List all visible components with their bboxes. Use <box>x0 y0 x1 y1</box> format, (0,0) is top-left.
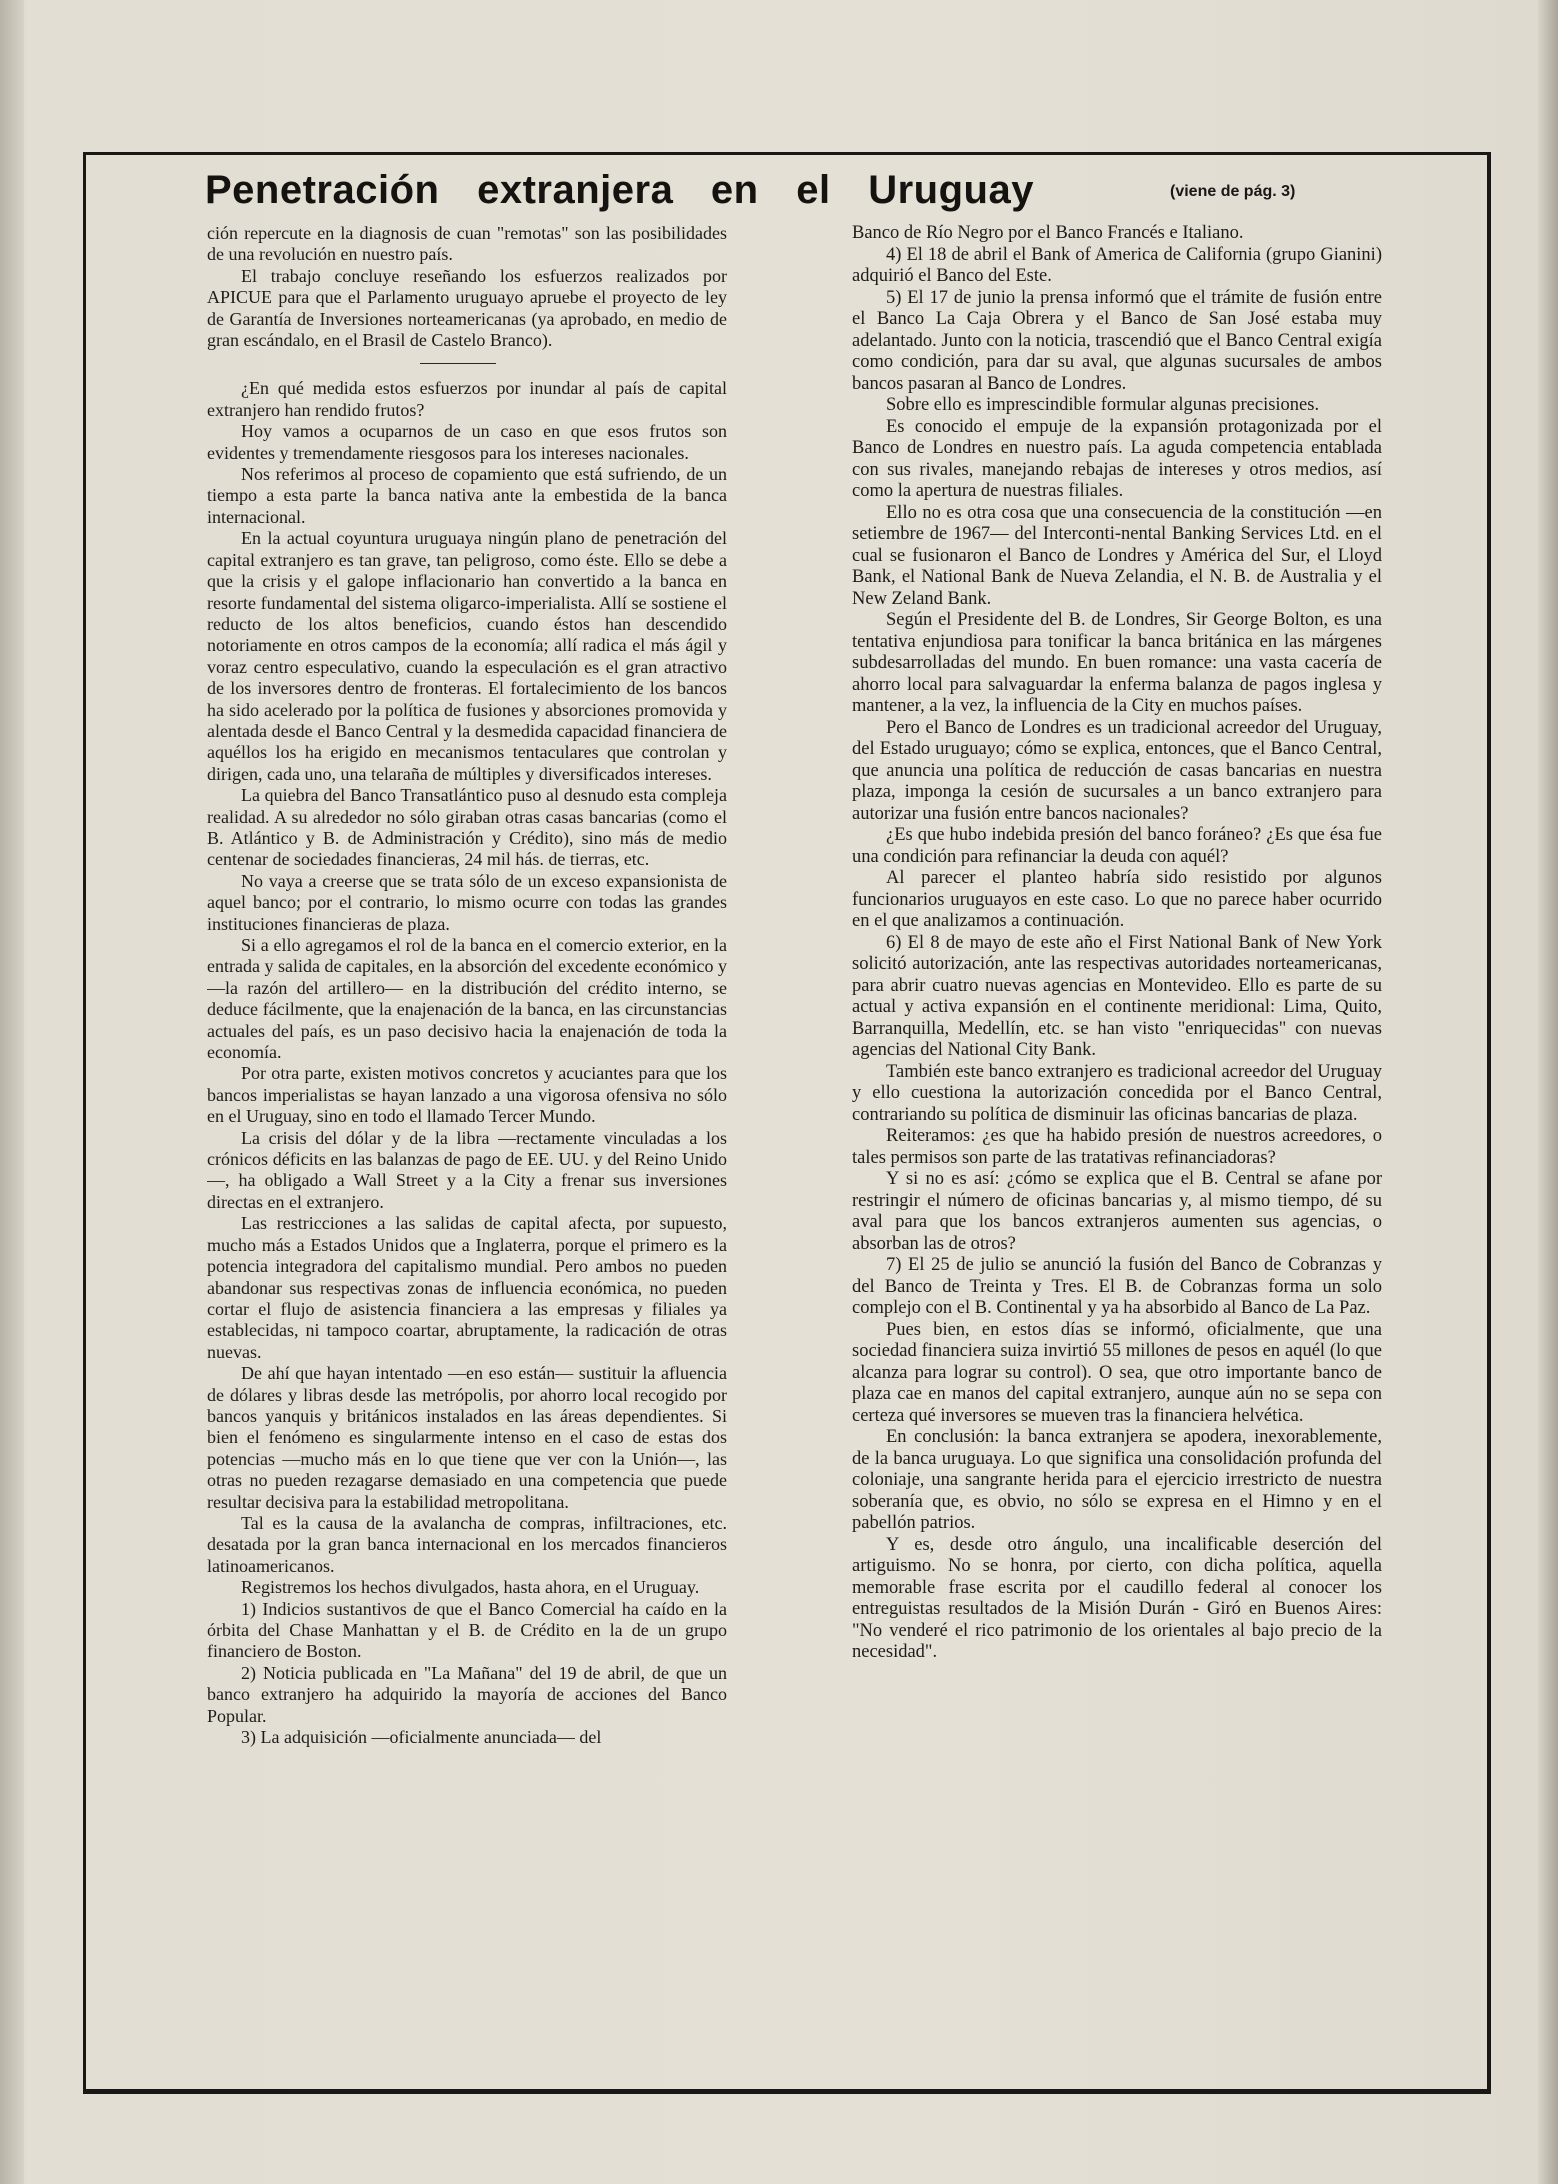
paragraph: ¿En qué medida estos esfuerzos por inundar al país de capital extranjero han rendido frutos? <box>207 378 727 420</box>
page-binding-edge <box>0 0 24 2184</box>
paragraph: Las restricciones a las salidas de capital afecta, por supuesto, mucho más a Estados Unidos que a Inglaterra, porque el primero es la potencia integradora del capitalismo mundial. Pero ambos no pueden abandonar sus respectivas zonas de influencia económica, no pueden cortar el flujo de asistencia financiera a las empresas y filiales ya establecidas, ni tampoco coartar, abruptamente, la radicación de otras nuevas. <box>207 1213 727 1362</box>
paragraph: Tal es la causa de la avalancha de compras, infiltraciones, etc. desatada por la gran banca internacional en los mercados financieros latinoamericanos. <box>207 1512 727 1576</box>
paragraph: Al parecer el planteo habría sido resistido por algunos funcionarios uruguayos en este caso. Lo que no parece haber ocurrido en el que analizamos a continuación. <box>852 868 1382 931</box>
paragraph: En la actual coyuntura uruguaya ningún plano de penetración del capital extranjero es tan grave, tan peligroso, como éste. Ello se debe a que la crisis y el galope inflacionario han convertido a la banca en resorte fundamental del sistema oligarco-imperialista. Allí se sostiene el reducto de los altos beneficios, cuando éstos han descendido notoriamente en otros campos de la economía; allí radica el más ágil y voraz centro especulativo, cuando la especulación es el gran atractivo de los inversores dentro de fronteras. El fortalecimiento de los bancos ha sido acelerado por la política de fusiones y absorciones promovida y alentada desde el Banco Central y la desmedida capacidad financiera de aquéllos los ha erigido en mecanismos tentaculares que controlan y dirigen, cada uno, una telaraña de múltiples y diversificados intereses. <box>207 528 727 784</box>
paragraph: 7) El 25 de julio se anunció la fusión del Banco de Cobranzas y del Banco de Treinta y Tres. El B. de Cobranzas forma un solo complejo con el B. Continental y ya ha absorbido al Banco de La Paz. <box>852 1255 1382 1318</box>
page-right-edge <box>1538 0 1558 2184</box>
continued-from-note: (viene de pág. 3) <box>1170 183 1296 200</box>
paragraph: El trabajo concluye reseñando los esfuerzos realizados por APICUE para que el Parlamento uruguayo apruebe el proyecto de ley de Garantía de Inversiones norteamericanas (ya aprobado, en medio de gran escándalo, en el Brasil de Castelo Branco). <box>207 265 727 351</box>
paragraph: Y es, desde otro ángulo, una incalificable deserción del artiguismo. No se honra, por cierto, con dicha política, aquella memorable frase escrita por el caudillo federal al conocer los entreguistas resultados de la Misión Durán - Giró en Buenos Aires: "No venderé el rico patrimonio de los orientales al bajo precio de la necesidad". <box>852 1534 1382 1662</box>
article-title: Penetración extranjera en el Uruguay <box>205 168 1034 212</box>
paragraph: La quiebra del Banco Transatlántico puso al desnudo esta compleja realidad. A su alrededor no sólo giraban otras casas bancarias (como el B. Atlántico y B. de Administración y Crédito), sino más de medio centenar de sociedades financieras, 24 mil hás. de tierras, etc. <box>207 785 727 870</box>
paragraph: No vaya a creerse que se trata sólo de un exceso expansionista de aquel banco; por el contrario, lo mismo ocurre con todas las grandes instituciones financieras de plaza. <box>207 870 727 934</box>
paragraph: Banco de Río Negro por el Banco Francés e Italiano. <box>852 223 1244 243</box>
paragraph: ción repercute en la diagnosis de cuan "remotas" son las posibilidades de una revolución en nuestro país. <box>207 223 727 265</box>
left-column <box>207 223 727 2083</box>
paragraph: Hoy vamos a ocuparnos de un caso en que esos frutos son evidentes y tremendamente riesgosos para los intereses nacionales. <box>207 421 727 463</box>
section-divider <box>420 363 496 364</box>
paragraph: 2) Noticia publicada en "La Mañana" del 19 de abril, de que un banco extranjero ha adquirido la mayoría de acciones del Banco Popular. <box>207 1662 727 1726</box>
paragraph: Si a ello agregamos el rol de la banca en el comercio exterior, en la entrada y salida de capitales, en la absorción del excedente económico y —la razón del artillero— en la distribución del crédito interno, se deduce fácilmente, que la enajenación de la banca, en las circunstancias actuales del país, es un paso decisivo hacia la enajenación de toda la economía. <box>207 935 727 1063</box>
paragraph: 4) El 18 de abril el Bank of America de California (grupo Gianini) adquirió el Banco del Este. <box>852 244 1382 286</box>
paragraph: En conclusión: la banca extranjera se apodera, inexorablemente, de la banca uruguaya. Lo que significa una consolidación profunda del coloniaje, una sangrante herida para el ejercicio irrestricto de nuestra soberanía que, es obvio, no sólo se expresa en el Himno y en el pabellón patrios. <box>852 1427 1382 1533</box>
paragraph: Registremos los hechos divulgados, hasta ahora, en el Uruguay. <box>241 1577 700 1598</box>
paragraph: 6) El 8 de mayo de este año el First National Bank of New York solicitó autorización, ante las respectivas autoridades norteamericanas, para abrir cuatro nuevas agencias en Montevideo. Ello es parte de su actual y activa expansión en el continente meridional: Lima, Quito, Barranquilla, Medellín, etc. se han visto "enriquecidas" con nuevas agencias del National City Bank. <box>852 932 1382 1060</box>
paragraph: ¿Es que hubo indebida presión del banco foráneo? ¿Es que ésa fue una condición para refinanciar la deuda con aquél? <box>852 825 1382 867</box>
paragraph: 3) La adquisición —oficialmente anunciada— del <box>241 1727 602 1748</box>
paragraph: Sobre ello es imprescindible formular algunas precisiones. <box>886 395 1320 415</box>
paragraph: Reiteramos: ¿es que ha habido presión de nuestros acreedores, o tales permisos son parte de las tratativas refinanciadoras? <box>852 1126 1382 1168</box>
paragraph: 5) El 17 de junio la prensa informó que el trámite de fusión entre el Banco La Caja Obrera y el Banco de San José estaba muy adelantado. Junto con la noticia, trascendió que el Banco Central exigía como condición, para dar su aval, que algunas sucursales de ambos bancos pasaran al Banco de Londres. <box>852 287 1382 394</box>
paragraph: La crisis del dólar y de la libra —rectamente vinculadas a los crónicos déficits en las balanzas de pago de EE. UU. y del Reino Unido—, ha obligado a Wall Street y a la City a frenar sus inversiones directas en el extranjero. <box>207 1127 727 1212</box>
paragraph: Ello no es otra cosa que una consecuencia de la constitución —en setiembre de 1967— del Interconti-nental Banking Services Ltd. en el cual se fusionaron el Banco de Londres y América del Sur, el Lloyd Bank, el National Bank de Nueva Zelandia, el N. B. de Australia y el New Zeland Bank. <box>852 502 1382 609</box>
paragraph: Pero el Banco de Londres es un tradicional acreedor del Uruguay, del Estado uruguayo; cómo se explica, entonces, que el Banco Central, que anuncia una política de reducción de casas bancarias en nuestra plaza, imponga la cesión de sucursales a un banco extranjero para autorizar una fusión entre bancos nacionales? <box>852 717 1382 824</box>
paragraph: Nos referimos al proceso de copamiento que está sufriendo, de un tiempo a esta parte la banca nativa ante la embestida de la banca internacional. <box>207 464 727 527</box>
paragraph: Según el Presidente del B. de Londres, Sir George Bolton, es una tentativa enjundiosa para tonificar la banca británica en las márgenes subdesarrolladas del mundo. En buen romance: una vasta cacería de ahorro local para salvaguardar la enferma balanza de pagos inglesa y mantener, a la vez, la influencia de la City en muchos países. <box>852 610 1382 716</box>
paragraph: Y si no es así: ¿cómo se explica que el B. Central se afane por restringir el número de oficinas bancarias y, al mismo tiempo, dé su aval para que los bancos extranjeros aumenten sus agencias, o absorban las de otros? <box>852 1169 1382 1254</box>
paragraph: 1) Indicios sustantivos de que el Banco Comercial ha caído en la órbita del Chase Manhattan y el B. de Crédito en la de un grupo financiero de Boston. <box>207 1598 727 1662</box>
right-column <box>852 223 1382 2083</box>
paragraph: De ahí que hayan intentado —en eso están— sustituir la afluencia de dólares y libras desde las metrópolis, por ahorro local recogido por bancos yanquis y británicos instalados en las áreas dependientes. Si bien el fenómeno es singularmente intenso en el caso de estas dos potencias —mucho más en lo que tiene que ver con la Unión—, las otras no pueden rezagarse demasiado en una competencia que puede resultar decisiva para la estabilidad metropolitana. <box>207 1363 727 1512</box>
paragraph: Es conocido el empuje de la expansión protagonizada por el Banco de Londres en nuestro país. La aguda competencia entablada con sus rivales, manejando rebajas de intereses y otros medios, así como la apertura de nuestras filiales. <box>852 416 1382 501</box>
paragraph: Por otra parte, existen motivos concretos y acuciantes para que los bancos imperialistas se hayan lanzado a una vigorosa ofensiva no sólo en el Uruguay, sino en todo el llamado Tercer Mundo. <box>207 1063 727 1127</box>
paragraph: Pues bien, en estos días se informó, oficialmente, que una sociedad financiera suiza invirtió 55 millones de pesos en aquél (lo que alcanza para lograr su control). O sea, que otro importante banco de plaza cae en manos del capital extranjero, aunque aún no se sepa con certeza qué inversores se mueven tras la financiera helvética. <box>852 1319 1382 1426</box>
paragraph: También este banco extranjero es tradicional acreedor del Uruguay y ello cuestiona la autorización concedida por el Banco Central, contrariando su política de disminuir las oficinas bancarias de plaza. <box>852 1061 1382 1125</box>
